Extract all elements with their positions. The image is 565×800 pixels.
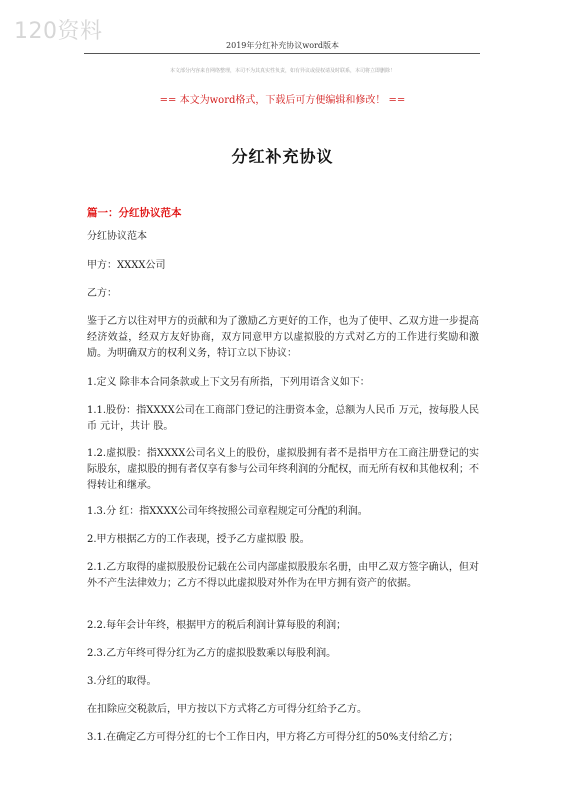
document-title: 分红补充协议 bbox=[231, 147, 334, 166]
word-format-notice: == 本文为word格式，下载后可方便编辑和修改！ == bbox=[159, 95, 406, 106]
paragraph-clause-1-1: 1.1.股份：指XXXX公司在工商部门登记的注册资本金，总额为人民币 万元，按每股人民币 元计，共计 股。 bbox=[87, 405, 479, 432]
paragraph-party-a: 甲方：XXXX公司 bbox=[87, 260, 166, 271]
paragraph-clause-1-2: 1.2.虚拟股：指XXXX公司名义上的股份，虚拟股拥有者不是指甲方在工商注册登记的实际股东，虚拟股的拥有者仅享有参与公司年终利润的分配权，而无所有权和其他权利；不得转让和继承。 bbox=[87, 448, 479, 491]
section-heading: 篇一：分红协议范本 bbox=[87, 207, 182, 219]
paragraph-clause-3: 3.分红的取得。 bbox=[87, 676, 157, 687]
disclaimer-text: 本文部分内容来自网络整理，本司不为其真实性负责，如有异议或侵权请及时联系，本司将立即删除！ bbox=[169, 68, 395, 74]
watermark-logo: 120资料 bbox=[14, 19, 103, 44]
paragraph-party-b: 乙方： bbox=[87, 288, 117, 299]
running-header: 2019年分红补充协议word版本 bbox=[226, 41, 339, 50]
paragraph-preamble: 鉴于乙方以往对甲方的贡献和为了激励乙方更好的工作，也为了使甲、乙双方进一步提高经济效益，经双方友好协商，双方同意甲方以虚拟股的方式对乙方的工作进行奖励和激励。为明确双方的权利义务，特订立以下协议： bbox=[87, 316, 479, 359]
paragraph-clause-2: 2.甲方根据乙方的工作表现，授予乙方虚拟股 股。 bbox=[87, 534, 310, 545]
header-divider bbox=[84, 53, 480, 54]
paragraph-agreement-name: 分红协议范本 bbox=[87, 231, 147, 242]
paragraph-clause-3-intro: 在扣除应交税款后，甲方按以下方式将乙方可得分红给予乙方。 bbox=[87, 704, 367, 715]
paragraph-clause-2-1: 2.1.乙方取得的虚拟股股份记载在公司内部虚拟股股东名册，由甲乙双方签字确认，但对外不产生法律效力；乙方不得以此虚拟股对外作为在甲方拥有资产的依据。 bbox=[87, 562, 479, 589]
paragraph-clause-2-2: 2.2.每年会计年终，根据甲方的税后利润计算每股的利润； bbox=[87, 620, 347, 631]
paragraph-clause-1: 1.定义 除非本合同条款或上下文另有所指，下列用语含义如下： bbox=[87, 377, 370, 388]
paragraph-clause-3-1: 3.1.在确定乙方可得分红的七个工作日内，甲方将乙方可得分红的50%支付给乙方； bbox=[87, 732, 459, 743]
paragraph-clause-1-3: 1.3.分 红：指XXXX公司年终按照公司章程规定可分配的利润。 bbox=[87, 506, 368, 517]
paragraph-clause-2-3: 2.3.乙方年终可得分红为乙方的虚拟股数乘以每股利润。 bbox=[87, 648, 337, 659]
